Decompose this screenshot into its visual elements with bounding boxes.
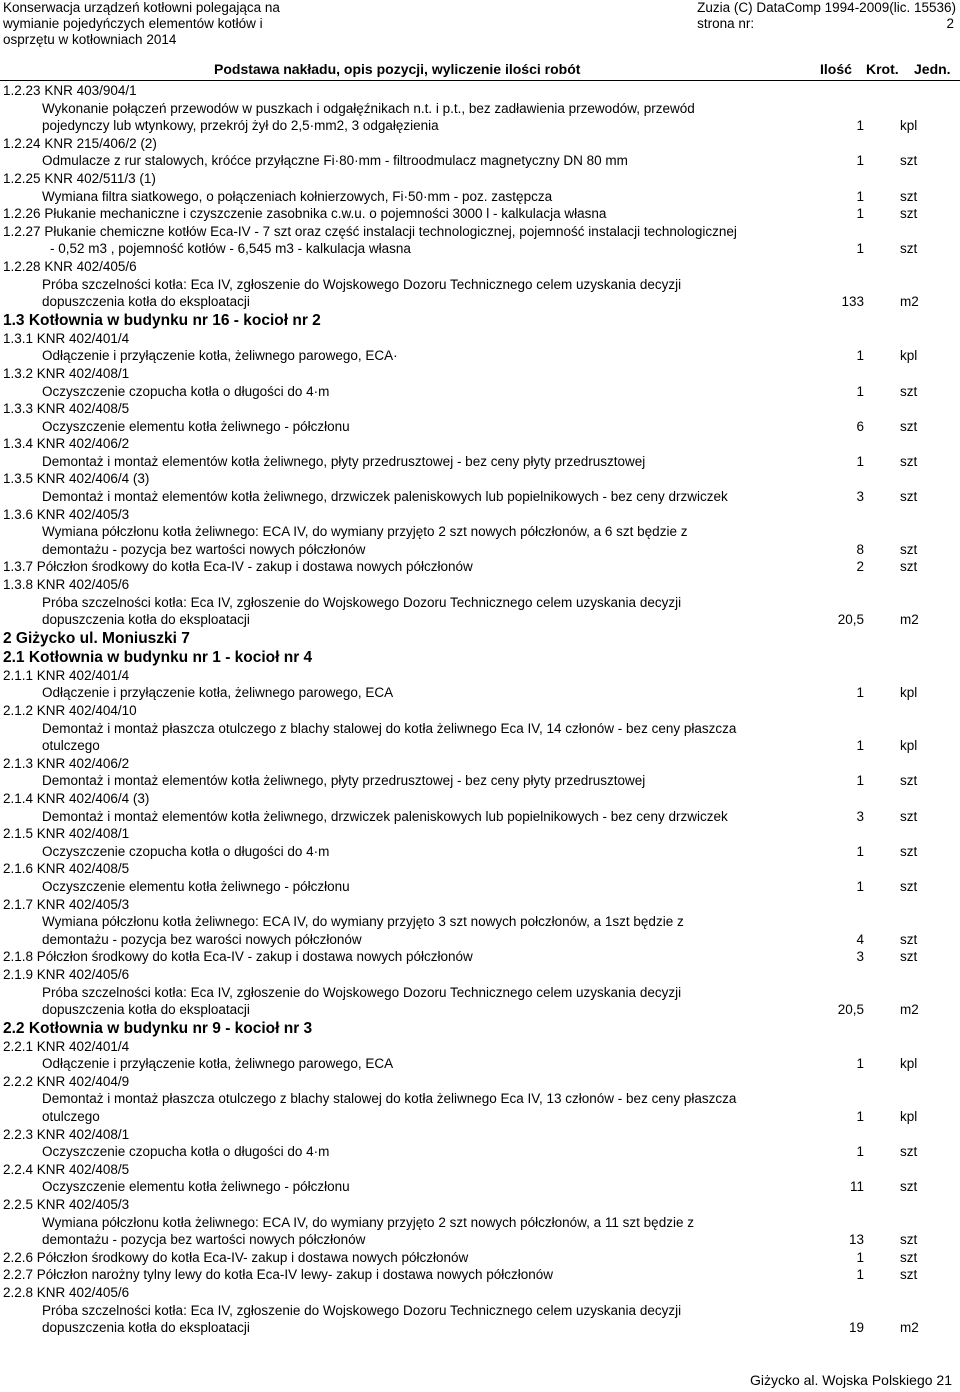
- item-description: Próba szczelności kotła: Eca IV, zgłoszenie do Wojskowego Dozoru Technicznego celem uzyskania decyzji: [42, 594, 682, 610]
- item-code: KNR 402/401/4: [36, 1038, 130, 1054]
- item-number: 1.2.27: [3, 223, 41, 239]
- item-number: 2.1.5: [3, 826, 34, 842]
- item-description: demontażu - pozycja bez wartości nowych półczłonów: [42, 541, 366, 557]
- item-description: Oczyszczenie czopucha kotła o długości do 4·m: [42, 383, 330, 399]
- item-header: [0, 258, 960, 276]
- item-code: KNR 402/404/9: [36, 1073, 130, 1089]
- item-header: [0, 330, 960, 348]
- item-description: pojedynczy lub wtynkowy, przekrój żył do 2,5·mm2, 3 odgałęzienia: [42, 118, 439, 134]
- col-desc: Podstawa nakładu, opis pozycji, wyliczenie ilości robót: [214, 61, 581, 77]
- item-description: demontażu - pozycja bez warości nowych półczłonów: [42, 931, 362, 947]
- table-row: [0, 506, 960, 559]
- item-description: Odłączenie i przyłączenie kotła, żeliwnego parowego, ECA: [42, 1056, 394, 1072]
- item-quantity: 1: [856, 188, 864, 204]
- item-number: 1.2.25: [3, 170, 41, 186]
- header-divider: [0, 80, 960, 81]
- item-description: Próba szczelności kotła: Eca IV, zgłoszenie do Wojskowego Dozoru Technicznego celem uzyskania decyzji: [42, 1302, 682, 1318]
- item-header: [0, 667, 960, 685]
- item-description: Demontaż i montaż elementów kotła żeliwnego, drzwiczek paleniskowych lub popielnikowych - bez ceny drzwiczek: [42, 489, 728, 505]
- item-description: Płukanie mechaniczne i czyszczenie zasobnika c.w.u. o pojemności 3000 l - kalkulacja własna: [44, 206, 607, 222]
- item-quantity: 19: [848, 1320, 864, 1336]
- item-header: [0, 790, 960, 808]
- item-unit: kpl: [900, 348, 918, 364]
- item-header: [0, 948, 960, 966]
- table-row: [0, 82, 960, 135]
- footer-address: Giżycko al. Wojska Polskiego 21: [749, 1372, 952, 1388]
- table-row: [0, 1266, 960, 1284]
- item-description: Płukanie chemiczne kotłów Eca-IV - 7 szt oraz część instalacji technologicznej, pojemność instalacji technologicznej: [44, 223, 737, 239]
- item-number: 1.3.2: [3, 365, 34, 381]
- item-description: otulczego: [42, 1109, 100, 1125]
- item-quantity: 1: [856, 206, 864, 222]
- table-row: [0, 667, 960, 702]
- table-row: [0, 576, 960, 629]
- item-number: 2.2.8: [3, 1285, 34, 1300]
- item-header: [0, 435, 960, 453]
- item-number: 2.2.6: [3, 1249, 34, 1265]
- col-qty: Ilość: [820, 61, 852, 77]
- table-row: [0, 966, 960, 1019]
- item-header: [0, 506, 960, 524]
- page-label: strona nr:: [697, 16, 755, 31]
- table-row: [0, 860, 960, 895]
- item-header: [0, 400, 960, 418]
- item-description: Demontaż i montaż elementów kotła żeliwnego, płyty przedrusztowej - bez ceny płyty przedrusztowej: [42, 453, 646, 469]
- item-quantity: 3: [856, 808, 864, 824]
- item-description: Wymiana półczłonu kotła żeliwnego: ECA IV, do wymiany przyjęto 3 szt nowych połczłonów, a 1szt będzie z: [42, 914, 684, 930]
- item-header: [0, 1266, 960, 1284]
- item-header: [0, 755, 960, 773]
- item-quantity: 1: [856, 773, 864, 789]
- item-number: 2.1.9: [3, 966, 34, 982]
- item-unit: m2: [900, 294, 919, 310]
- item-quantity: 1: [856, 1056, 864, 1072]
- item-header: [0, 702, 960, 720]
- item-number: 1.3.1: [3, 330, 34, 346]
- desc-text: , bez zadławienia przewodów, przewód: [461, 100, 695, 116]
- item-number: 2.1.7: [3, 896, 34, 912]
- table-row: [0, 1038, 960, 1073]
- item-unit: szt: [900, 1144, 918, 1160]
- item-number: 2.2.5: [3, 1197, 34, 1213]
- item-quantity: 3: [856, 489, 864, 505]
- item-description: Oczyszczenie elementu kotła żeliwnego - półczłonu: [42, 1179, 350, 1195]
- table-row: [0, 702, 960, 755]
- item-code: KNR 402/405/6: [36, 577, 130, 593]
- item-description: dopuszczenia kotła do eksploatacji: [42, 612, 250, 628]
- item-description: - 0,52 m3 , pojemność kotłów - 6,545 m3 - kalkulacja własna: [50, 241, 411, 257]
- document-title: [3, 0, 280, 48]
- item-code: KNR 402/408/5: [36, 1161, 130, 1177]
- item-description: Wymiana filtra siatkowego, o połączeniach kołnierzowych, Fi·50·mm - poz. zastępcza: [42, 188, 553, 204]
- item-header: [0, 205, 960, 223]
- item-unit: szt: [900, 559, 918, 575]
- item-unit: kpl: [900, 685, 918, 701]
- item-quantity: 1: [856, 738, 864, 754]
- item-unit: szt: [900, 453, 918, 469]
- item-quantity: 1: [856, 241, 864, 257]
- table-row: [0, 365, 960, 400]
- item-code: KNR 402/408/1: [36, 365, 130, 381]
- table-row: [0, 258, 960, 311]
- item-quantity: 3: [856, 949, 864, 965]
- item-unit: kpl: [900, 1056, 918, 1072]
- item-header: [0, 1038, 960, 1056]
- item-quantity: 1: [856, 453, 864, 469]
- item-code: KNR 402/401/4: [36, 667, 130, 683]
- item-number: 2.1.1: [3, 667, 34, 683]
- item-header: [0, 1249, 960, 1267]
- item-unit: m2: [900, 1002, 919, 1018]
- cost-estimate-table: [0, 82, 960, 1337]
- item-description: Demontaż i montaż płaszcza otulczego z blachy stalowej do kotła żeliwnego Eca IV, 13 członów - bez ceny płaszcza: [42, 1091, 737, 1107]
- table-row: [0, 558, 960, 576]
- item-header: [0, 82, 960, 100]
- item-description: Półczłon środkowy do kotła Eca-IV - zakup i dostawa nowych półczłonów: [36, 559, 473, 575]
- page-number: 2: [946, 16, 954, 31]
- item-quantity: 2: [856, 559, 864, 575]
- item-code: KNR 215/406/2 (2): [44, 135, 157, 151]
- item-header: [0, 558, 960, 576]
- item-number: 2.1.8: [3, 949, 34, 965]
- item-description: dopuszczenia kotła do eksploatacji: [42, 294, 250, 310]
- software-credit: Zuzia (C) DataComp 1994-2009(lic. 15536): [697, 0, 956, 15]
- item-unit: szt: [900, 206, 918, 222]
- title-line: osprzętu w kotłowniach 2014: [3, 32, 177, 47]
- item-quantity: 4: [856, 931, 864, 947]
- item-unit: szt: [900, 1267, 918, 1283]
- item-unit: kpl: [900, 738, 918, 754]
- table-row: [0, 1196, 960, 1249]
- item-quantity: 1: [856, 1249, 864, 1265]
- item-description: Demontaż i montaż elementów kotła żeliwnego, drzwiczek paleniskowych lub popielnikowych - bez ceny drzwiczek: [42, 808, 728, 824]
- item-unit: szt: [900, 808, 918, 824]
- item-number: 1.2.24: [3, 135, 41, 151]
- table-row: [0, 170, 960, 205]
- item-description: Półczłon środkowy do kotła Eca-IV - zakup i dostawa nowych półczłonów: [36, 949, 473, 965]
- item-quantity: 20,5: [837, 1002, 864, 1018]
- item-header: [0, 365, 960, 383]
- item-number: 2.2.4: [3, 1161, 34, 1177]
- item-number: 2.1.2: [3, 703, 34, 718]
- item-description: Oczyszczenie czopucha kotła o długości do 4·m: [42, 843, 330, 859]
- item-code: KNR 402/405/6: [36, 966, 130, 982]
- item-unit: szt: [900, 383, 918, 399]
- item-unit: kpl: [900, 1109, 918, 1125]
- item-header: [0, 170, 960, 188]
- table-row: [0, 825, 960, 860]
- page-indicator: [697, 16, 956, 32]
- table-row: [0, 1249, 960, 1267]
- item-number: 1.3.5: [3, 471, 34, 487]
- item-code: KNR 402/404/10: [36, 703, 137, 718]
- item-unit: szt: [900, 1232, 918, 1248]
- item-quantity: 1: [856, 843, 864, 859]
- item-description: Próba szczelności kotła: Eca IV, zgłoszenie do Wojskowego Dozoru Technicznego celem uzyskania decyzji: [42, 984, 682, 1000]
- column-headers: [0, 58, 960, 80]
- item-number: 2.2.1: [3, 1038, 34, 1054]
- item-description: Demontaż i montaż elementów kotła żeliwnego, płyty przedrusztowej - bez ceny płyty przedrusztowej: [42, 773, 646, 789]
- item-number: 1.2.23: [3, 83, 41, 98]
- item-description: Wymiana półczłonu kotła żeliwnego: ECA IV, do wymiany przyjęto 2 szt nowych półczłonów, a 6 szt będzie z: [42, 524, 688, 540]
- item-header: [0, 1196, 960, 1214]
- table-row: [0, 435, 960, 470]
- item-number: 2.2.2: [3, 1073, 34, 1089]
- item-quantity: 11: [849, 1179, 864, 1195]
- item-header: [0, 470, 960, 488]
- item-quantity: 1: [856, 685, 864, 701]
- software-info: [697, 0, 956, 32]
- item-number: 1.3.3: [3, 401, 34, 417]
- item-unit: szt: [900, 241, 918, 257]
- item-description: Próba szczelności kotła: Eca IV, zgłoszenie do Wojskowego Dozoru Technicznego celem uzyskania decyzji: [42, 276, 682, 292]
- col-unit: Jedn.: [914, 61, 951, 77]
- item-code: KNR 402/406/2: [36, 755, 130, 771]
- item-quantity: 1: [856, 1109, 864, 1125]
- item-unit: szt: [900, 773, 918, 789]
- item-header: [0, 825, 960, 843]
- item-description: Wymiana półczłonu kotła żeliwnego: ECA IV, do wymiany przyjęto 2 szt nowych półczłonów, a 11 szt będzie z: [42, 1214, 694, 1230]
- item-number: 2.2.7: [3, 1267, 34, 1283]
- item-number: 2.1.4: [3, 790, 34, 806]
- item-quantity: 1: [856, 153, 864, 169]
- item-code: KNR 402/401/4: [36, 330, 130, 346]
- table-row: [0, 948, 960, 966]
- table-row: [0, 1284, 960, 1337]
- item-unit: szt: [900, 153, 918, 169]
- item-code: KNR 402/408/5: [36, 401, 130, 417]
- item-code: KNR 402/406/4 (3): [36, 790, 150, 806]
- item-unit: szt: [900, 541, 918, 557]
- table-row: [0, 400, 960, 435]
- item-description: Odłączenie i przyłączenie kotła, żeliwnego parowego, ECA·: [42, 348, 398, 364]
- item-code: KNR 402/405/3: [36, 506, 130, 522]
- section-heading: 2.2 Kotłownia w budynku nr 9 - kocioł nr 3: [3, 1019, 313, 1037]
- table-row: [0, 223, 960, 258]
- item-code: KNR 402/408/5: [36, 861, 130, 877]
- item-header: [0, 896, 960, 914]
- item-code: KNR 402/511/3 (1): [44, 170, 156, 186]
- section-heading: 1.3 Kotłownia w budynku nr 16 - kocioł nr 2: [3, 311, 321, 329]
- item-unit: m2: [900, 612, 919, 628]
- item-unit: szt: [900, 949, 918, 965]
- col-krot: Krot.: [866, 61, 899, 77]
- section-heading: 2 Giżycko ul. Moniuszki 7: [3, 629, 190, 647]
- section-heading: 2.1 Kotłownia w budynku nr 1 - kocioł nr 4: [3, 648, 313, 666]
- item-header: [0, 1126, 960, 1144]
- item-header: [0, 135, 960, 153]
- item-number: 2.1.3: [3, 755, 34, 771]
- item-description: Oczyszczenie elementu kotła żeliwnego - półczłonu: [42, 878, 350, 894]
- item-unit: szt: [900, 489, 918, 505]
- item-code: KNR 402/405/6: [36, 1285, 130, 1300]
- item-unit: kpl: [900, 118, 918, 134]
- item-description: dopuszczenia kotła do eksploatacji: [42, 1320, 250, 1336]
- table-row: [0, 470, 960, 505]
- item-unit: szt: [900, 1179, 918, 1195]
- table-row: [0, 1161, 960, 1196]
- item-quantity: 1: [856, 1144, 864, 1160]
- item-number: 1.3.8: [3, 577, 34, 593]
- item-unit: szt: [900, 1249, 918, 1265]
- item-unit: szt: [900, 418, 918, 434]
- item-description: dopuszczenia kotła do eksploatacji: [42, 1002, 250, 1018]
- item-description: Demontaż i montaż płaszcza otulczego z blachy stalowej do kotła żeliwnego Eca IV, 14 członów - bez ceny płaszcza: [42, 720, 737, 736]
- item-header: [0, 576, 960, 594]
- item-header: [0, 860, 960, 878]
- item-number: 1.2.26: [3, 206, 41, 222]
- title-line: wymianie pojedyńczych elementów kotłów i: [3, 16, 263, 31]
- table-row: [0, 330, 960, 365]
- desc-text: Wykonanie połączeń przewodów w puszkach i odgałęźnikach n.t. i p.t.: [42, 100, 462, 116]
- item-description: Odłączenie i przyłączenie kotła, żeliwnego parowego, ECA: [42, 685, 394, 701]
- item-quantity: 6: [856, 418, 864, 434]
- item-quantity: 1: [856, 1267, 864, 1283]
- item-header: [0, 1284, 960, 1302]
- item-number: 1.3.4: [3, 436, 34, 452]
- item-quantity: 8: [856, 541, 864, 557]
- item-header: [0, 1073, 960, 1091]
- table-row: [0, 755, 960, 790]
- item-quantity: 1: [856, 878, 864, 894]
- item-description: Odmulacze z rur stalowych, króćce przyłączne Fi·80·mm - filtroodmulacz magnetyczny DN 80 mm: [42, 153, 628, 169]
- table-row: [0, 896, 960, 949]
- item-unit: szt: [900, 843, 918, 859]
- item-unit: m2: [900, 1320, 919, 1336]
- item-description: demontażu - pozycja bez wartości nowych półczłonów: [42, 1232, 366, 1248]
- item-code: KNR 402/405/3: [36, 896, 130, 912]
- item-header: [0, 1161, 960, 1179]
- item-code: KNR 403/904/1: [44, 83, 137, 98]
- item-quantity: 133: [841, 294, 864, 310]
- table-row: [0, 1126, 960, 1161]
- item-code: KNR 402/406/4 (3): [36, 471, 150, 487]
- item-description: Oczyszczenie czopucha kotła o długości do 4·m: [42, 1144, 330, 1160]
- table-row: [0, 790, 960, 825]
- table-row: [0, 135, 960, 170]
- item-quantity: 1: [856, 348, 864, 364]
- item-header: [0, 966, 960, 984]
- item-unit: szt: [900, 931, 918, 947]
- item-description: Półczłon środkowy do kotła Eca-IV- zakup i dostawa nowych półczłonów: [36, 1249, 469, 1265]
- item-code: KNR 402/405/6: [44, 258, 137, 274]
- item-unit: szt: [900, 188, 918, 204]
- item-number: 1.3.6: [3, 506, 34, 522]
- item-description: Oczyszczenie elementu kotła żeliwnego - półczłonu: [42, 418, 350, 434]
- item-code: KNR 402/408/1: [36, 1126, 130, 1142]
- item-header: [0, 223, 960, 241]
- item-number: 1.3.7: [3, 559, 34, 575]
- item-quantity: 1: [856, 118, 864, 134]
- item-code: KNR 402/408/1: [36, 826, 130, 842]
- title-line: Konserwacja urządzeń kotłowni polegająca na: [3, 0, 280, 15]
- item-number: 1.2.28: [3, 258, 41, 274]
- table-row: [0, 1073, 960, 1126]
- item-unit: szt: [900, 878, 918, 894]
- item-number: 2.1.6: [3, 861, 34, 877]
- item-description: Półczłon narożny tylny lewy do kotła Eca-IV lewy- zakup i dostawa nowych półczłonów: [36, 1267, 554, 1283]
- item-description: [0, 100, 960, 118]
- item-code: KNR 402/406/2: [36, 436, 130, 452]
- item-code: KNR 402/405/3: [36, 1197, 130, 1213]
- item-number: 2.2.3: [3, 1126, 34, 1142]
- item-description: otulczego: [42, 738, 100, 754]
- item-quantity: 20,5: [837, 612, 864, 628]
- item-quantity: 13: [848, 1232, 864, 1248]
- item-quantity: 1: [856, 383, 864, 399]
- table-row: [0, 205, 960, 223]
- page-header: [0, 0, 960, 48]
